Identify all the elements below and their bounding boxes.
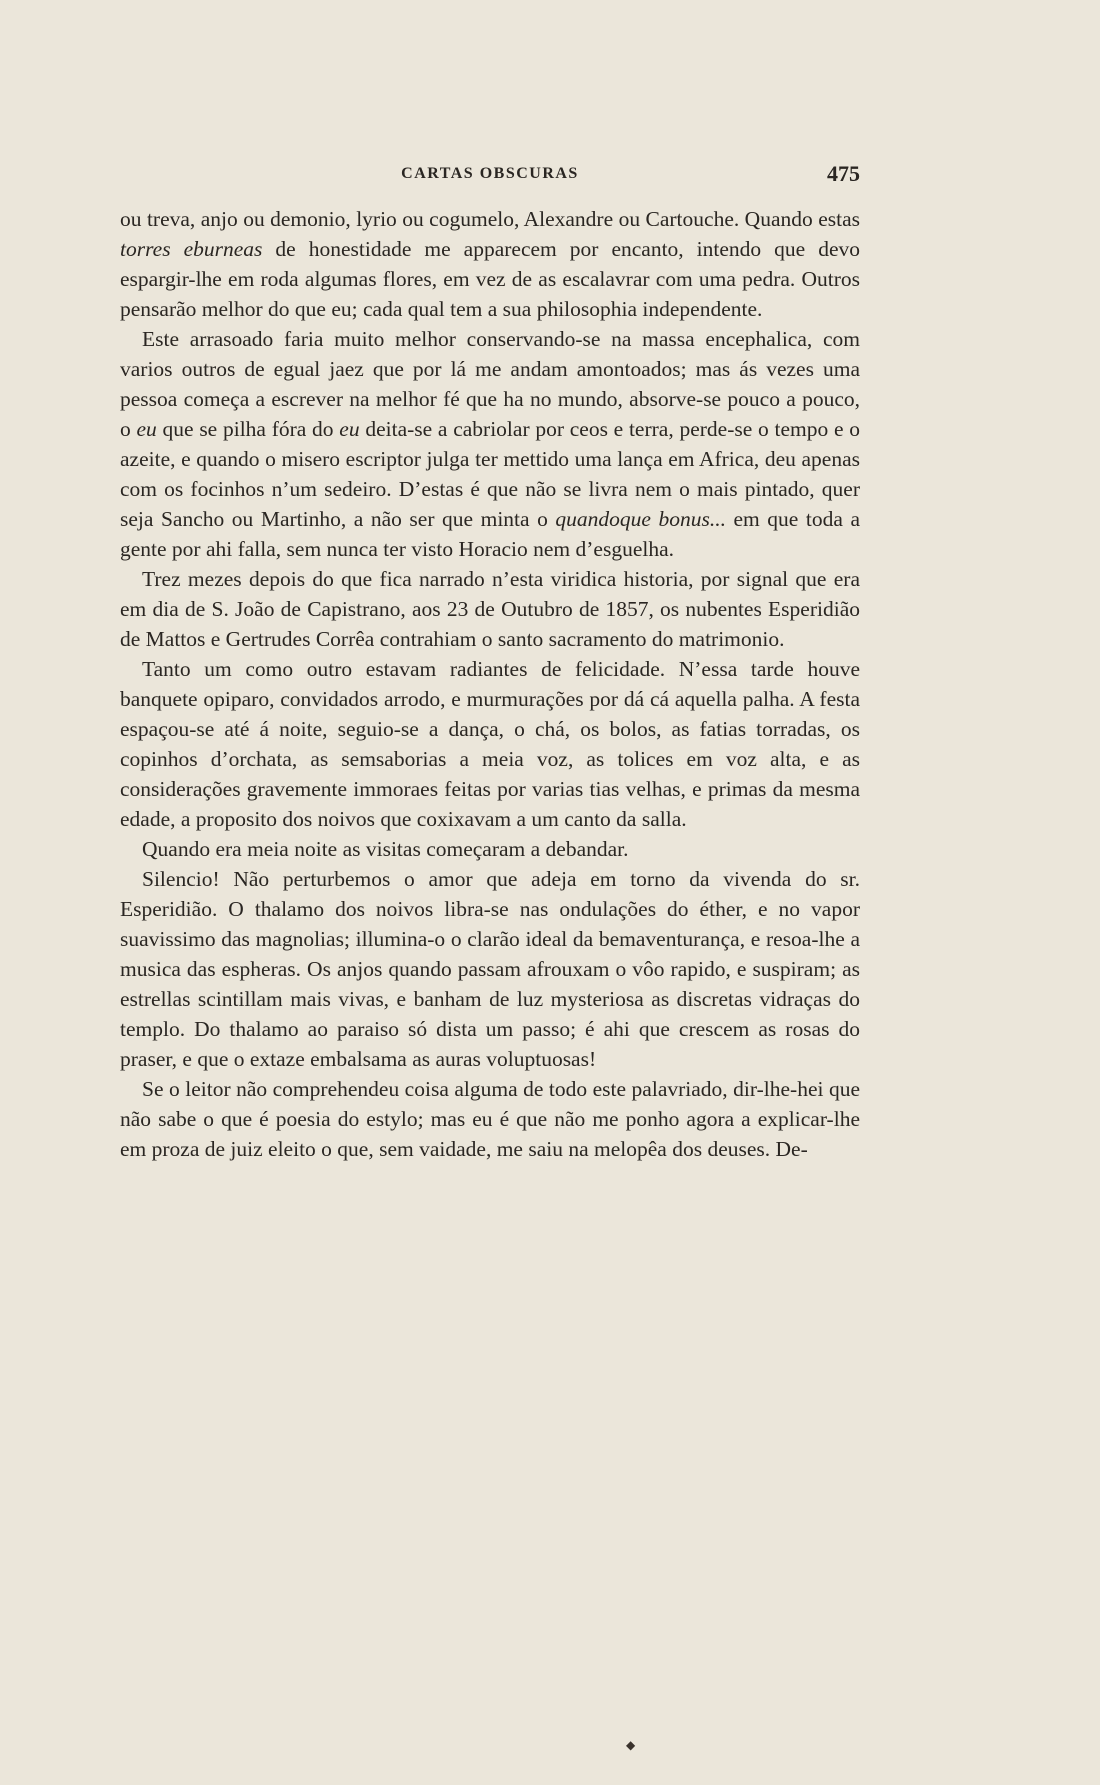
text-segment: Trez mezes depois do que fica narrado n’esta viridica historia, por signal que era em dia de S. João de Capistrano, aos 23 de Outubro de 1857, os nubentes Esperidião de Mattos e Gertrudes Corrêa contrahiam o santo sacramento do matrimonio.: [120, 567, 860, 651]
text-segment: ou treva, anjo ou demonio, lyrio ou cogumelo, Alexandre ou Cartouche. Quando estas: [120, 207, 860, 231]
italic-text: torres eburneas: [120, 237, 263, 261]
paragraph: [120, 1074, 860, 1164]
paragraph: [120, 564, 860, 654]
text-segment: Se o leitor não comprehendeu coisa alguma de todo este palavriado, dir-lhe-hei que não sabe o que é poesia do estylo; mas eu é que não me ponho agora a explicar-lhe em proza de juiz eleito o que, sem vaidade, me saiu na melopêa dos deuses. De-: [120, 1077, 860, 1161]
text-segment: deita-se a cabriolar por ceos e terra, perde-se o tempo e o azeite, e quando o misero escriptor julga ter mettido uma lança em Africa, deu apenas com os focinhos n’um sedeiro. D’estas é que não se livra nem o mais pintado, quer seja Sancho ou Martinho, a não ser que minta o: [120, 417, 861, 531]
page-number: 475: [827, 161, 860, 186]
text-segment: Silencio! Não perturbemos o amor que adeja em torno da vivenda do sr. Esperidião. O thalamo dos noivos libra-se nas ondulações do éther, e no vapor suavissimo das magnolias; illumina-o o clarão ideal da bemaventurança, e resoa-lhe a musica das espheras. Os anjos quando passam afrouxam o vôo rapido, e suspiram; as estrellas scintillam mais vivas, e banham de luz mysteriosa as discretas vidraças do templo. Do thalamo ao paraiso só dista um passo; é ahi que crescem as rosas do praser, e que o extaze embalsama as auras voluptuosas!: [120, 867, 860, 1071]
text-segment: Este arrasoado faria muito melhor conservando-se na massa encephalica, com varios outros de egual jaez que por lá me andam amontoados; mas ás vezes uma pessoa começa a escrever na melhor fé que ha no mundo, absorve-se pouco a pouco, o: [120, 327, 860, 441]
body-text: [120, 204, 860, 1164]
text-segment: em que toda a gente por ahi falla, sem nunca ter visto Horacio nem d’esguelha.: [120, 507, 860, 561]
paragraph: [120, 204, 860, 324]
paragraph: [120, 654, 860, 834]
italic-text: eu: [136, 417, 157, 441]
paragraph: [120, 324, 860, 564]
running-head: [120, 161, 860, 189]
running-title: CARTAS OBSCURAS: [401, 165, 579, 182]
text-segment: que se pilha fóra do: [156, 417, 340, 441]
italic-text: quandoque bonus...: [555, 507, 726, 531]
text-segment: Quando era meia noite as visitas começaram a debandar.: [142, 837, 629, 861]
text-segment: de honestidade me apparecem por encanto, intendo que devo espargir-lhe em roda algumas flores, em vez de as escalavrar com uma pedra. Outros pensarão melhor do que eu; cada qual tem a sua philosophia independente.: [120, 237, 861, 321]
paragraph: [120, 834, 860, 864]
paragraph: [120, 864, 860, 1074]
text-segment: Tanto um como outro estavam radiantes de felicidade. N’essa tarde houve banquete opiparo, convidados arrodo, e murmurações por dá cá aquella palha. A festa espaçou-se até á noite, seguio-se a dança, o chá, os bolos, as fatias torradas, os copinhos d’orchata, as semsaborias a meia voz, as tolices em voz alta, e as considerações gravemente immoraes feitas por varias tias velhas, e primas da mesma edade, a proposito dos noivos que coxixavam a um canto da salla.: [120, 657, 860, 831]
italic-text: eu: [339, 417, 360, 441]
ornament-mark: ◆: [626, 1738, 636, 1752]
